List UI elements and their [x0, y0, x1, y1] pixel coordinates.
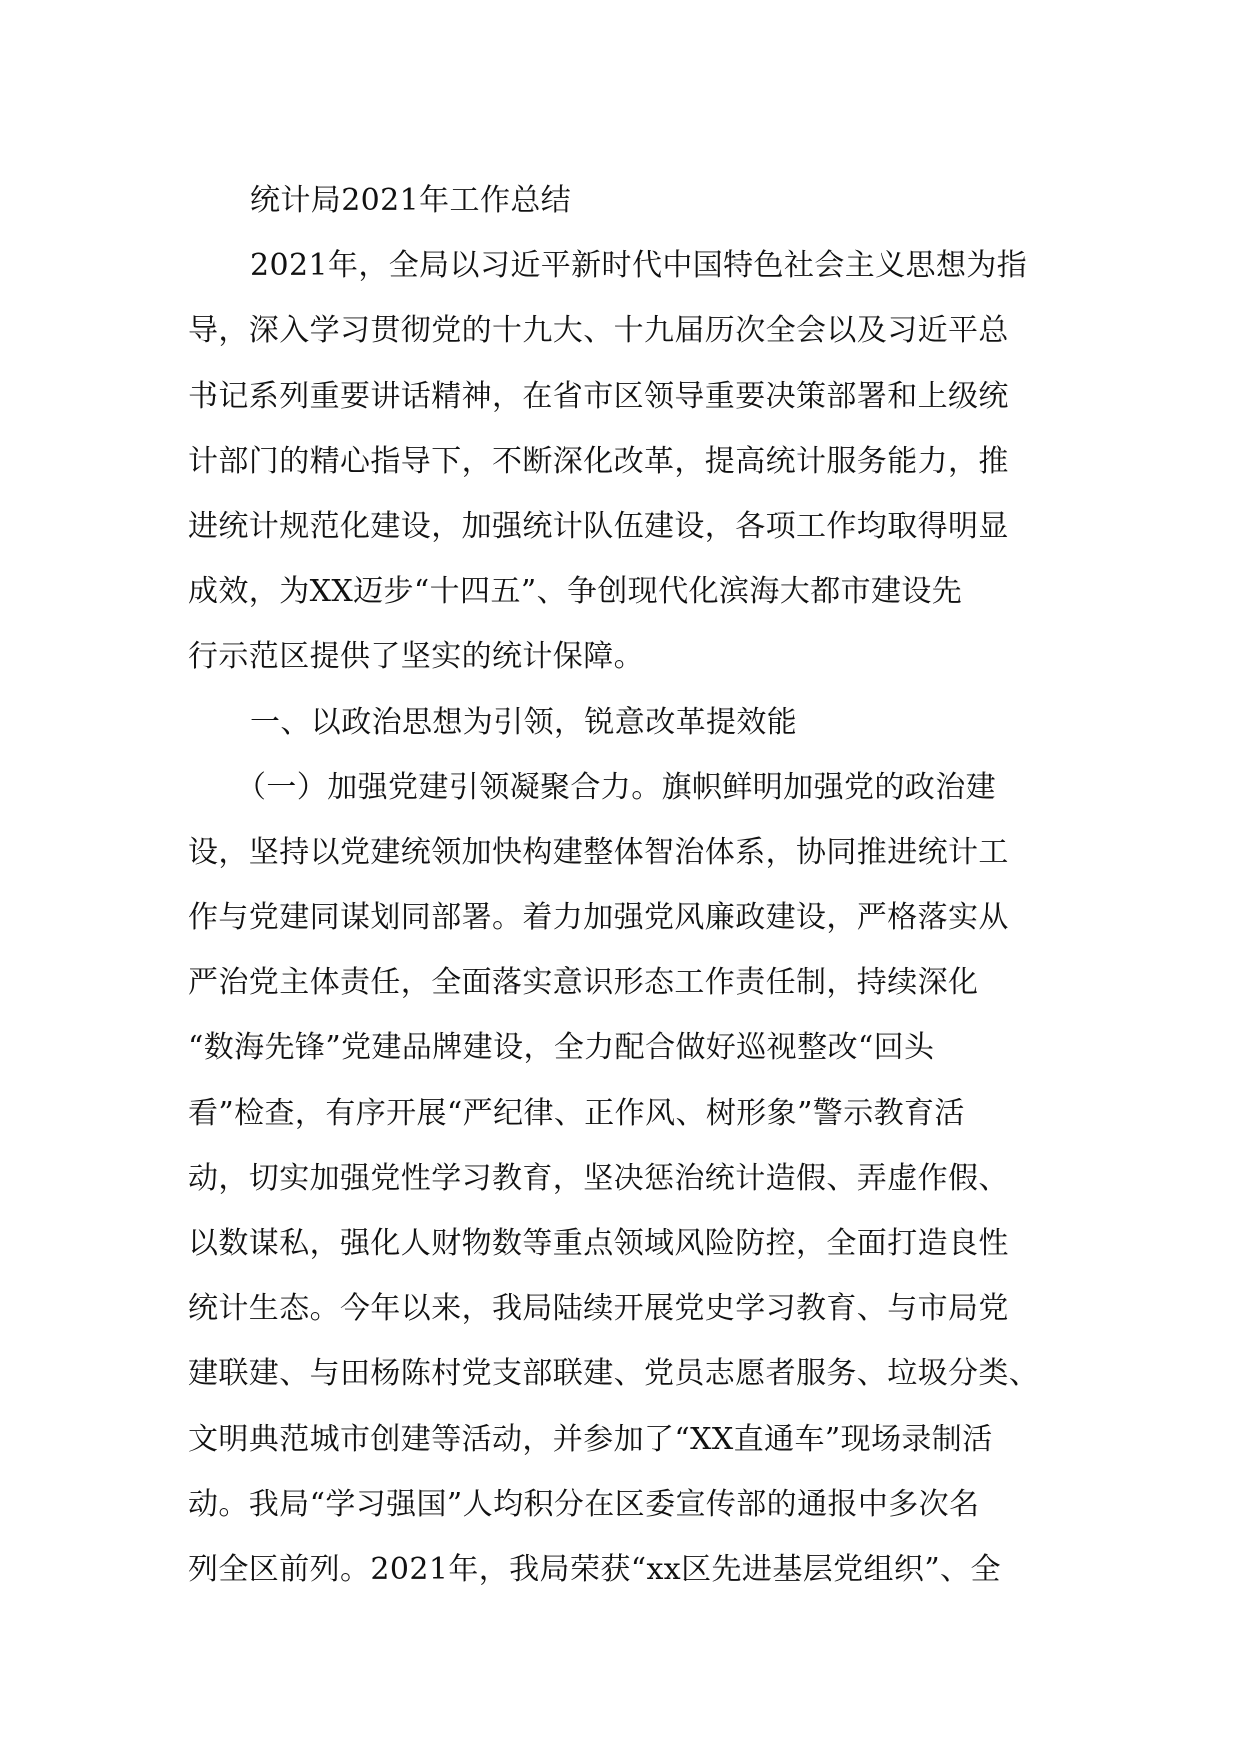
section-heading: 一、以政治思想为引领，锐意改革提效能 — [250, 704, 798, 740]
paragraph-line: 建联建、与田杨陈村党支部联建、党员志愿者服务、垃圾分类、 — [188, 1356, 1040, 1392]
paragraph-line: 以数谋私，强化人财物数等重点领域风险防控，全面打造良性 — [188, 1226, 1009, 1261]
paragraph-2 — [188, 755, 1078, 1602]
paragraph-line: 严治党主体责任，全面落实意识形态工作责任制，持续深化 — [188, 965, 979, 1001]
paragraph-line: 作与党建同谋划同部署。着力加强党风廉政建设，严格落实从 — [188, 900, 1009, 936]
paragraph-line: “数海先锋”党建品牌建设，全力配合做好巡视整改“回头 — [188, 1030, 935, 1066]
paragraph-line: 成效，为XX迈步“十四五”、争创现代化滨海大都市建设先 — [188, 574, 963, 610]
document-title: 统计局2021年工作总结 — [250, 183, 572, 218]
paragraph-line: 导，深入学习贯彻党的十九大、十九届历次全会以及习近平总 — [188, 313, 1009, 349]
paragraph-line: 列全区前列。2021年，我局荣获“xx区先进基层党组织”、全 — [188, 1551, 1001, 1587]
paragraph-line: 文明典范城市创建等活动，并参加了“XX直通车”现场录制活 — [188, 1421, 993, 1457]
paragraph-line: 统计生态。今年以来，我局陆续开展党史学习教育、与市局党 — [188, 1291, 1009, 1327]
paragraph-line: 书记系列重要讲话精神，在省市区领导重要决策部署和上级统 — [188, 378, 1009, 414]
paragraph-1 — [188, 233, 1078, 689]
paragraph-line: 2021年，全局以习近平新时代中国特色社会主义思想为指 — [250, 248, 1028, 284]
paragraph-line: 设，坚持以党建统领加快构建整体智治体系，协同推进统计工 — [188, 834, 1009, 870]
paragraph-line: 计部门的精心指导下，不断深化改革，提高统计服务能力，推 — [188, 443, 1009, 479]
paragraph-line: 看”检查，有序开展“严纪律、正作风、树形象”警示教育活 — [188, 1095, 965, 1131]
document-body — [188, 168, 1078, 1602]
paragraph-line: 行示范区提供了坚实的统计保障。 — [188, 639, 644, 675]
paragraph-line: 动。我局“学习强国”人均积分在区委宣传部的通报中多次名 — [188, 1486, 980, 1522]
paragraph-line: （一）加强党建引领凝聚合力。旗帜鲜明加强党的政治建 — [236, 769, 996, 805]
paragraph-line: 动，切实加强党性学习教育，坚决惩治统计造假、弄虚作假、 — [188, 1160, 1009, 1196]
paragraph-line: 进统计规范化建设，加强统计队伍建设，各项工作均取得明显 — [188, 508, 1009, 544]
